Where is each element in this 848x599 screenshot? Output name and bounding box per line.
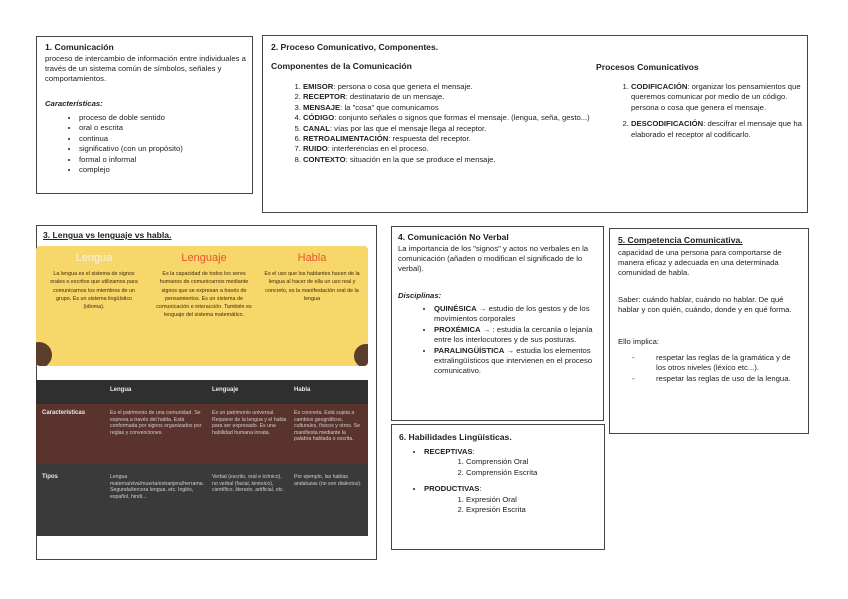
list-item: 1. Comprensión Oral [466, 457, 612, 467]
disciplines-list [420, 304, 606, 377]
list-item: 2. RECEPTOR: destinatario de un mensaje. [303, 92, 595, 102]
list-item: - respetar las reglas de la gramática y de los otros niveles (léxico etc...). [630, 353, 800, 374]
list-item: - respetar las reglas de uso de la lengua. [630, 374, 800, 384]
table-header-row [36, 380, 368, 404]
table-row [36, 404, 368, 464]
box-habilidades-linguisticas [391, 424, 605, 550]
lengua-comparison-table [36, 380, 368, 536]
list-item: • QUINÉSICA → estudio de los gestos y de los movimientos corporales [434, 304, 606, 325]
list-item: 8. CONTEXTO: situación en la que se produce el mensaje. [303, 155, 595, 165]
list-item: 5. CANAL: vías por las que el mensaje llega al receptor. [303, 124, 595, 134]
lengua-comparison-image [36, 246, 368, 366]
box4-intro: La importancia de los "signos" y actos no verbales en la comunicación (añaden o modifican el significado de lo verbal). [398, 244, 589, 274]
box-proceso-comunicativo [262, 35, 808, 213]
list-item: • continua [79, 134, 259, 144]
yellow-head: Lengua [75, 252, 113, 264]
row-label: Características [42, 410, 86, 416]
box2-left-title: Componentes de la Comunicación [271, 61, 412, 71]
skills-list [410, 447, 612, 515]
yellow-col-lenguaje [152, 252, 256, 320]
yellow-col-lengua [46, 252, 142, 311]
table-cell: Es un patrimonio universal. Requiere de la lengua y el habla para ser expresado. Es una habilidad humana innata. [212, 410, 287, 436]
box-comunicacion-no-verbal [391, 226, 604, 421]
list-item: 3. MENSAJE: la "cosa" que comunicamos [303, 103, 595, 113]
table-row [36, 468, 368, 536]
box-competencia-comunicativa [609, 228, 809, 434]
list-item: 2. Comprensión Escrita [466, 468, 612, 478]
list-item: 1. EMISOR: persona o cosa que genera el mensaje. [303, 82, 595, 92]
yellow-body: La lengua es el sistema de signos orales o escritos que utilizamos para comunicarnos los miembros de un grupo. Es un sistema lingüístico (idioma). [50, 271, 138, 311]
table-header: Habla [294, 387, 311, 393]
decorative-blob [354, 344, 368, 366]
list-item: • PARALINGÜÍSTICA → estudia los elementos extralingüísticos que intervienen en el proceso comunicativo. [434, 346, 606, 377]
box6-title: 6. Habilidades Lingüísticas. [399, 432, 512, 442]
yellow-col-habla [264, 252, 360, 303]
box-comunicacion [36, 36, 253, 194]
list-item: 7. RUIDO: interferencias en el proceso. [303, 144, 595, 154]
box4-subtitle: Disciplinas: [398, 291, 442, 300]
box5-p2: Saber: cuándo hablar, cuándo no hablar. De qué hablar y con quién, cuándo, donde y en qué forma. [618, 295, 792, 315]
box5-p3: Ello implica: [618, 337, 660, 346]
table-header: Lenguaje [212, 387, 239, 393]
box5-list [630, 353, 800, 384]
list-item: • complejo [79, 165, 259, 175]
box1-definition: proceso de intercambio de información entre individuales a través de un sistema común de símbolos, señales y comportamientos. [45, 54, 246, 84]
row-label: Tipos [42, 474, 58, 480]
list-item: • PROXÉMICA → : estudia la cercanía o lejanía entre los interlocutores y de sus posturas. [434, 325, 606, 346]
box2-title: 2. Proceso Comunicativo, Componentes. [271, 42, 439, 52]
skill-group: • RECEPTIVAS: 1. Comprensión Oral 2. Comprensión Escrita [424, 447, 612, 478]
list-item: 4. CÓDIGO: conjunto señales o signos que formas el mensaje. (lengua, seña, gesto...) [303, 113, 595, 123]
list-item: 1. Expresión Oral [466, 495, 612, 505]
box1-list [65, 113, 259, 175]
box3-title: 3. Lengua vs lenguaje vs habla. [43, 230, 172, 240]
table-cell: Verbal (escrito, oral e icónico), no verbal (facial, kinésico), científico, literario, artificial, etc. [212, 474, 285, 494]
decorative-blob [36, 342, 52, 366]
list-item: • proceso de doble sentido [79, 113, 259, 123]
yellow-head: Lenguaje [181, 252, 227, 264]
box5-p1: capacidad de una persona para comportarse de manera eficaz y adecuada en una determinada comunidad de habla. [618, 248, 782, 278]
table-cell: Por ejemplo, las hablas andaluzas (no son dialectos). [294, 474, 362, 487]
table-cell: Es concreta. Está sujeta a cambios geográficos, culturales, físicos y otros. Se manifiesta mediante la palabra hablada o escrita. [294, 410, 361, 443]
box2-right-title: Procesos Comunicativos [596, 62, 699, 72]
processes-list [619, 82, 803, 140]
box4-title: 4. Comunicación No Verbal [398, 232, 509, 242]
list-item: • formal o informal [79, 155, 259, 165]
yellow-body: Es la capacidad de todos los seres humanos de comunicarnos mediante signos que se expresan a través de pensamientos. Es un sistema de comunicación e interacción. También es lenguaje del sistema matemático. [156, 271, 252, 319]
skill-group: • PRODUCTIVAS: 1. Expresión Oral 2. Expresión Escrita [424, 484, 612, 515]
list-item: 1. CODIFICACIÓN: organizar los pensamientos que queremos comunicar por medio de un código. persona o cosa que genera el mensaje. [631, 82, 803, 113]
yellow-head: Habla [297, 252, 327, 264]
yellow-body: Es el uso que los hablantes hacen de la lengua al hacer de ella un uso real y concreto, es la manifestación oral de la lengua [264, 271, 360, 302]
table-cell: Lengua materna/viva/muerta/extranjera/herrama. Segunda/tercera lengua, etc. Inglés, español, hindi... [110, 474, 204, 500]
table-header: Lengua [110, 387, 132, 393]
box5-title: 5. Competencia Comunicativa. [618, 235, 743, 245]
list-item: • significativo (con un propósito) [79, 144, 259, 154]
list-item: 2. DESCODIFICACIÓN: descifrar el mensaje que ha elaborado el receptor al codificarlo. [631, 119, 803, 140]
list-item: • oral o escrita [79, 123, 259, 133]
components-list [291, 82, 595, 165]
box1-subtitle: Características: [45, 99, 103, 108]
table-cell: Es el patrimonio de una comunidad. Se expresa a través del habla. Está conformada por signos organizados por reglas y convenciones. [110, 410, 202, 436]
list-item: 2. Expresión Escrita [466, 505, 612, 515]
box1-title: 1. Comunicación [45, 42, 114, 52]
list-item: 6. RETROALIMENTACIÓN: respuesta del receptor. [303, 134, 595, 144]
